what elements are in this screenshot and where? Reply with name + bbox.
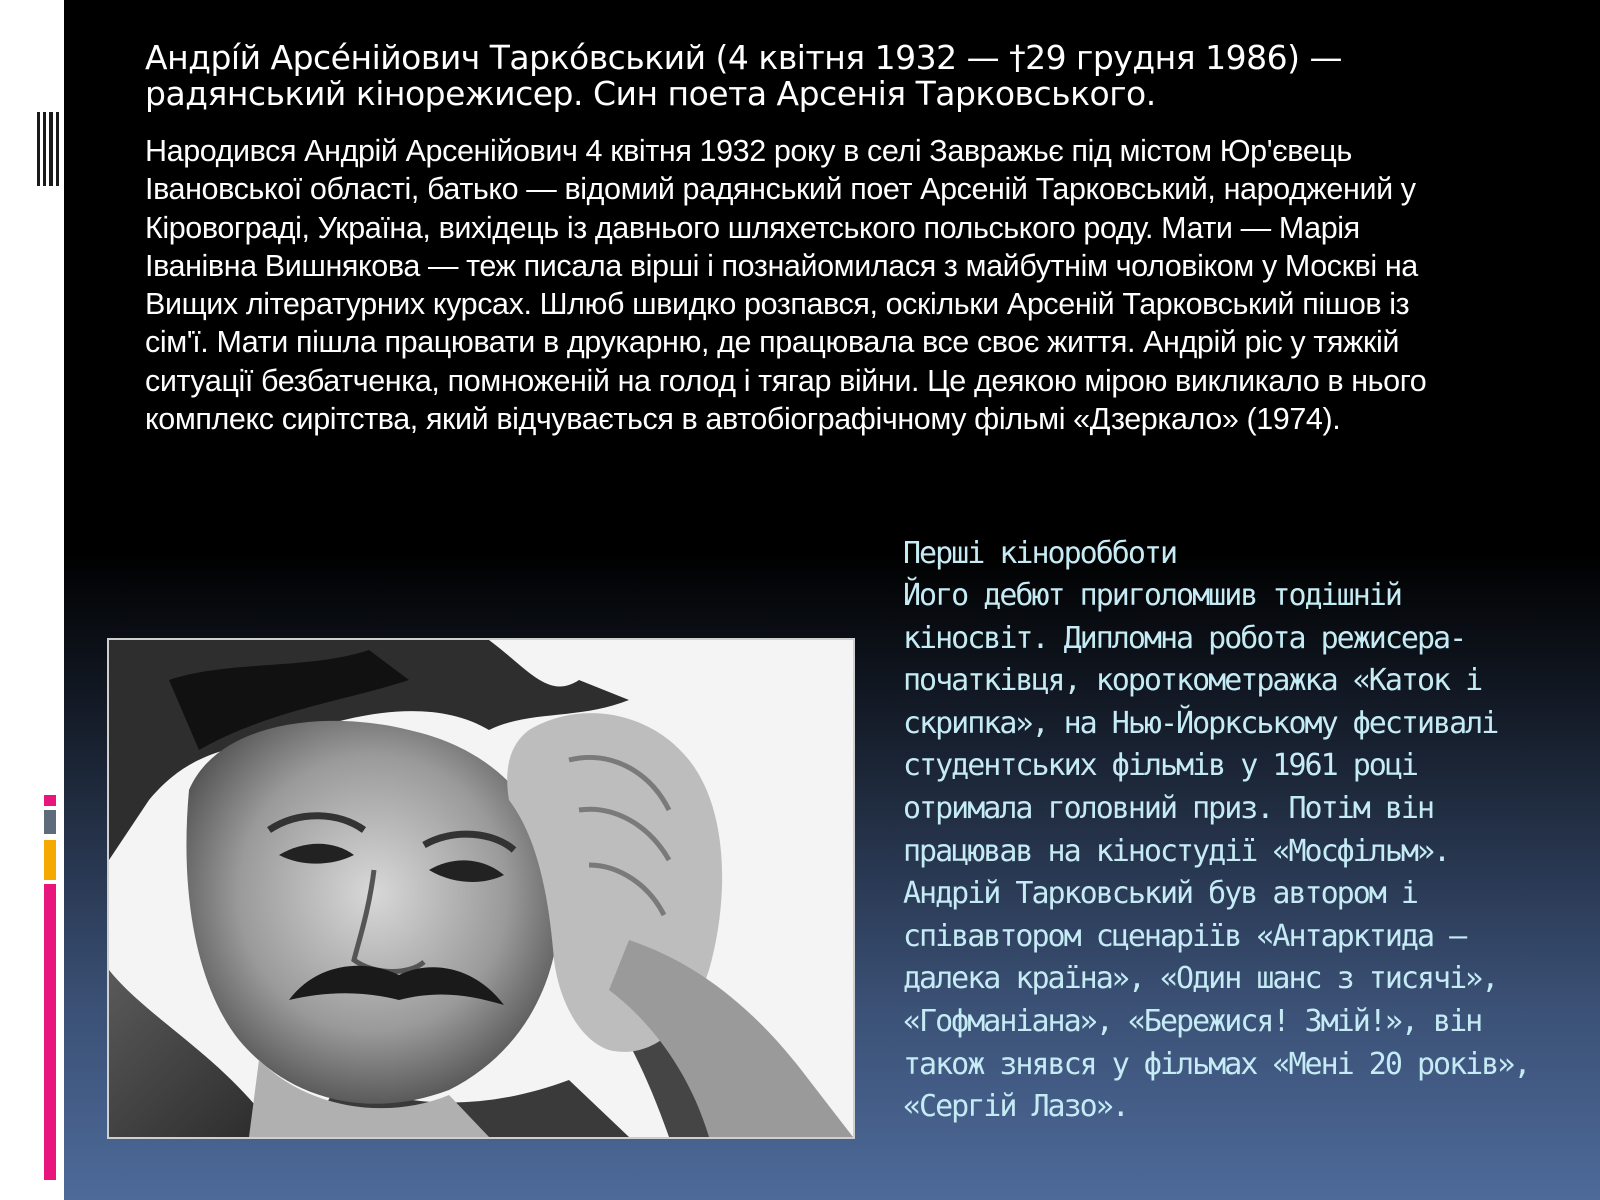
accent-bar-pink-top (44, 795, 56, 806)
first-works-paragraph: Його дебют приголомшив тодішній кіносвіт. Дипломна робота режисера-початківця, короткометражка «Каток і скрипка», на Нью-Йоркському фестивалі студентських фільмів у 1961 році отримала головний приз. Потім він працював на кіностудії «Мосфільм». Андрій Тарковський був автором і співавтором сценаріїв «Антарктида — далека країна», «Один шанс з тисячі», «Гофманіана», «Бережися! Змій!», він також знявся у фільмах «Мені 20 років», «Сергій Лазо». (903, 578, 1530, 1125)
accent-bar-gray (44, 810, 56, 834)
slide-title: Андрі́й Арсе́нійович Тарко́вський (4 квітня 1932 — †29 грудня 1986) — радянський кінорежисер. Син поета Арсенія Тарковського. (145, 38, 1342, 113)
vertical-lines-decoration (37, 112, 64, 186)
first-works-heading: Перші кіноробботи (903, 536, 1177, 571)
accent-bar-pink-long (44, 884, 56, 1180)
portrait-photo (107, 638, 855, 1139)
accent-bar-yellow (44, 840, 56, 880)
biography-paragraph: Народився Андрій Арсенійович 4 квітня 1932 року в селі Завражьє під містом Юр'євець Івановської області, батько — відомий радянський поет Арсеній Тарковський, народжений у Кіровограді, Україна, вихідець із давнього шляхетського польського роду. Мати — Марія Іванівна Вишнякова — теж писала вірші і познайомилася з майбутнім чоловіком у Москві на Вищих літературних курсах. Шлюб швидко розпався, оскільки Арсеній Тарковський пішов із сім'ї. Мати пішла працювати в друкарню, де працювала все своє життя. Андрій ріс у тяжкій ситуації безбатченка, помноженій на голод і тягар війни. Це деякою мірою викликало в нього комплекс сирітства, який відчувається в автобіографічному фільмі «Дзеркало» (1974). (145, 134, 1427, 437)
